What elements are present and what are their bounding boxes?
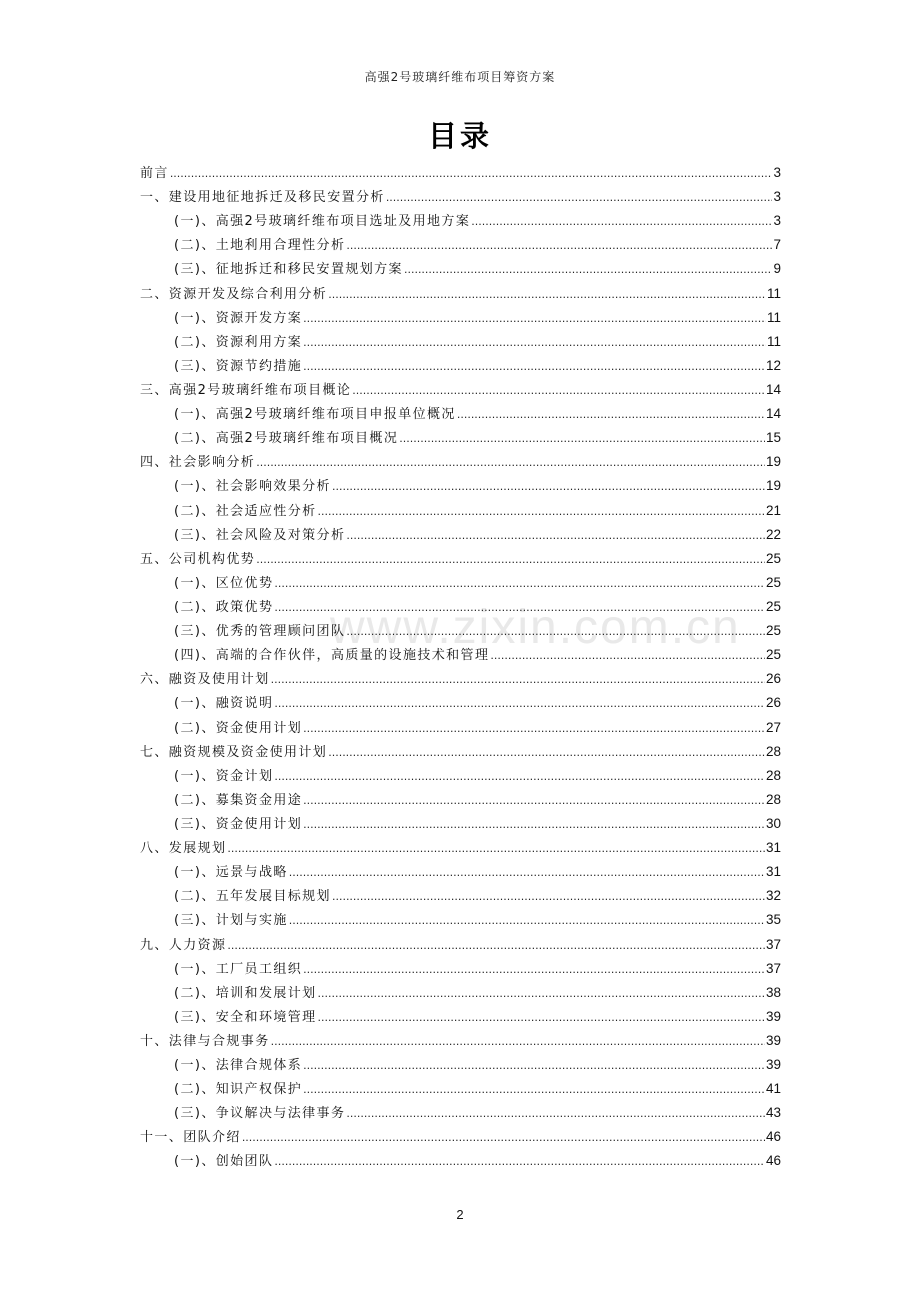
toc-subentry[interactable] — [140, 596, 781, 620]
toc-entry-page: 37 — [765, 960, 781, 976]
dot-leader — [346, 621, 765, 643]
toc-entry-page: 39 — [765, 1008, 781, 1024]
toc-subentry[interactable] — [140, 813, 781, 837]
toc-entry[interactable] — [140, 1126, 781, 1150]
toc-entry-page: 38 — [765, 984, 781, 1000]
toc-entry-page: 27 — [765, 719, 781, 735]
toc-entry-label: 四、社会影响分析 — [140, 455, 256, 471]
toc-entry-page: 25 — [765, 550, 781, 566]
dot-leader — [303, 814, 765, 836]
dot-leader — [274, 597, 765, 619]
toc-entry-page: 11 — [766, 285, 781, 301]
dot-leader — [332, 886, 765, 908]
dot-leader — [457, 404, 765, 426]
dot-leader — [328, 742, 765, 764]
toc-entry-page: 11 — [766, 333, 781, 349]
dot-leader — [346, 525, 765, 547]
dot-leader — [303, 332, 766, 354]
toc-subentry[interactable] — [140, 500, 781, 524]
toc-entry-label: (二)、募集资金用途 — [174, 792, 303, 808]
dot-leader — [386, 187, 773, 209]
dot-leader — [227, 838, 765, 860]
dot-leader — [303, 959, 765, 981]
toc-entry-label: (三)、资源节约措施 — [174, 358, 303, 374]
toc-entry-label: (二)、资源利用方案 — [174, 334, 303, 350]
toc-entry[interactable] — [140, 451, 781, 475]
toc-entry-label: (一)、远景与战略 — [174, 865, 288, 881]
dot-leader — [303, 356, 765, 378]
toc-entry-label: (四)、高端的合作伙伴，高质量的设施技术和管理 — [174, 648, 490, 664]
toc-subentry[interactable] — [140, 620, 781, 644]
toc-subentry[interactable] — [140, 475, 781, 499]
toc-entry-label: 二、资源开发及综合利用分析 — [140, 286, 328, 302]
toc-entry[interactable] — [140, 934, 781, 958]
toc-subentry[interactable] — [140, 861, 781, 885]
toc-subentry[interactable] — [140, 1006, 781, 1030]
dot-leader — [490, 645, 765, 667]
toc-entry-label: 十一、团队介绍 — [140, 1130, 241, 1146]
toc-entry-page: 28 — [765, 791, 781, 807]
toc-entry-label: (一)、创始团队 — [174, 1154, 274, 1170]
toc-subentry[interactable] — [140, 1150, 781, 1174]
toc-entry-page: 7 — [773, 237, 781, 253]
dot-leader — [289, 862, 765, 884]
toc-entry-label: (三)、征地拆迁和移民安置规划方案 — [174, 262, 403, 278]
dot-leader — [303, 790, 765, 812]
toc-subentry[interactable] — [140, 1102, 781, 1126]
dot-leader — [471, 211, 772, 233]
toc-entry[interactable] — [140, 379, 781, 403]
toc-entry-page: 9 — [773, 261, 781, 277]
toc-entry-page: 25 — [765, 598, 781, 614]
toc-entry-page: 14 — [765, 406, 781, 422]
dot-leader — [404, 259, 773, 281]
dot-leader — [271, 669, 765, 691]
dot-leader — [318, 501, 765, 523]
toc-entry[interactable] — [140, 548, 781, 572]
toc-entry-label: (一)、高强2号玻璃纤维布项目选址及用地方案 — [174, 214, 471, 230]
toc-entry-page: 22 — [765, 526, 781, 542]
toc-entry-page: 46 — [765, 1129, 781, 1145]
toc-entry-label: (三)、资金使用计划 — [174, 816, 303, 832]
toc-entry-page: 30 — [765, 815, 781, 831]
toc-entry-page: 25 — [765, 574, 781, 590]
table-of-contents — [140, 162, 781, 1175]
toc-subentry[interactable] — [140, 909, 781, 933]
dot-leader — [303, 308, 766, 330]
toc-entry-page: 46 — [765, 1153, 781, 1169]
toc-entry-page: 26 — [765, 671, 781, 687]
toc-entry-label: (一)、区位优势 — [174, 575, 274, 591]
toc-entry-page: 3 — [773, 189, 781, 205]
toc-entry-page: 25 — [765, 647, 781, 663]
toc-entry-label: (一)、资源开发方案 — [174, 310, 303, 326]
dot-leader — [352, 380, 765, 402]
dot-leader — [303, 1079, 765, 1101]
toc-entry-label: (二)、五年发展目标规划 — [174, 889, 331, 905]
toc-entry-page: 28 — [765, 767, 781, 783]
toc-entry-page: 43 — [765, 1105, 781, 1121]
toc-entry-label: (二)、知识产权保护 — [174, 1082, 303, 1098]
toc-entry-page: 31 — [765, 864, 781, 880]
toc-entry-page: 19 — [765, 478, 781, 494]
toc-subentry[interactable] — [140, 885, 781, 909]
toc-entry-page: 41 — [765, 1081, 781, 1097]
toc-entry[interactable] — [140, 283, 781, 307]
toc-subentry[interactable] — [140, 234, 781, 258]
toc-subentry[interactable] — [140, 692, 781, 716]
toc-subentry[interactable] — [140, 572, 781, 596]
toc-entry-label: (二)、培训和发展计划 — [174, 985, 317, 1001]
toc-entry-page: 37 — [765, 936, 781, 952]
toc-entry-page: 11 — [766, 309, 781, 325]
toc-subentry[interactable] — [140, 789, 781, 813]
toc-entry-label: (三)、社会风险及对策分析 — [174, 527, 346, 543]
toc-entry-page: 39 — [765, 1032, 781, 1048]
watermark: www.zixin.com.cn — [330, 601, 741, 654]
toc-entry-page: 21 — [765, 502, 781, 518]
toc-entry-page: 32 — [765, 888, 781, 904]
toc-entry[interactable] — [140, 837, 781, 861]
toc-entry-page: 28 — [765, 743, 781, 759]
toc-entry-label: (三)、争议解决与法律事务 — [174, 1106, 346, 1122]
toc-entry-page: 35 — [765, 912, 781, 928]
toc-entry-label: (三)、计划与实施 — [174, 913, 288, 929]
toc-entry-page: 14 — [765, 381, 781, 397]
dot-leader — [399, 428, 765, 450]
toc-entry-label: 七、融资规模及资金使用计划 — [140, 744, 328, 760]
dot-leader — [242, 1127, 765, 1149]
dot-leader — [303, 1055, 765, 1077]
toc-entry-page: 25 — [765, 623, 781, 639]
dot-leader — [289, 910, 765, 932]
toc-entry-label: (一)、社会影响效果分析 — [174, 479, 331, 495]
toc-entry-label: (三)、优秀的管理顾问团队 — [174, 624, 346, 640]
dot-leader — [346, 235, 772, 257]
toc-subentry[interactable] — [140, 331, 781, 355]
toc-subentry[interactable] — [140, 258, 781, 282]
toc-entry-label: 八、发展规划 — [140, 841, 227, 857]
toc-entry-page: 3 — [773, 165, 781, 180]
toc-entry-page: 31 — [765, 840, 781, 856]
toc-entry-page: 39 — [765, 1057, 781, 1073]
toc-subentry[interactable] — [140, 958, 781, 982]
toc-entry-label: 十、法律与合规事务 — [140, 1033, 270, 1049]
toc-subentry[interactable] — [140, 1054, 781, 1078]
toc-entry-page: 15 — [765, 430, 781, 446]
toc-entry[interactable] — [140, 741, 781, 765]
toc-entry-page: 12 — [765, 357, 781, 373]
dot-leader — [328, 284, 766, 306]
dot-leader — [274, 573, 765, 595]
toc-entry-label: 前言 — [140, 166, 169, 181]
toc-subentry[interactable] — [140, 355, 781, 379]
toc-entry-page: 3 — [773, 213, 781, 229]
page-number: 2 — [456, 1207, 464, 1222]
toc-entry[interactable] — [140, 162, 781, 186]
toc-entry[interactable] — [140, 1030, 781, 1054]
toc-subentry[interactable] — [140, 717, 781, 741]
dot-leader — [274, 1151, 765, 1173]
toc-entry-label: (一)、融资说明 — [174, 696, 274, 712]
dot-leader — [303, 718, 765, 740]
toc-entry-label: (一)、法律合规体系 — [174, 1058, 303, 1074]
toc-entry-label: 三、高强2号玻璃纤维布项目概论 — [140, 382, 352, 398]
toc-entry-label: (一)、工厂员工组织 — [174, 961, 303, 977]
toc-entry[interactable] — [140, 186, 781, 210]
toc-subentry[interactable] — [140, 982, 781, 1006]
dot-leader — [274, 766, 765, 788]
dot-leader — [318, 1007, 765, 1029]
toc-entry-label: (一)、高强2号玻璃纤维布项目申报单位概况 — [174, 407, 456, 423]
dot-leader — [256, 452, 765, 474]
dot-leader — [346, 1103, 765, 1125]
dot-leader — [318, 983, 765, 1005]
toc-entry[interactable] — [140, 668, 781, 692]
toc-subentry[interactable] — [140, 427, 781, 451]
toc-entry-label: 九、人力资源 — [140, 937, 227, 953]
dot-leader — [256, 549, 765, 571]
toc-entry-label: 一、建设用地征地拆迁及移民安置分析 — [140, 190, 385, 206]
toc-entry-label: (一)、资金计划 — [174, 768, 274, 784]
dot-leader — [271, 1031, 765, 1053]
toc-entry-label: (二)、资金使用计划 — [174, 720, 303, 736]
toc-subentry[interactable] — [140, 307, 781, 331]
toc-title: 目录 — [427, 119, 492, 153]
dot-leader — [227, 935, 765, 957]
toc-entry-label: (二)、社会适应性分析 — [174, 503, 317, 519]
toc-entry-label: (二)、政策优势 — [174, 599, 274, 615]
dot-leader — [170, 163, 773, 185]
toc-entry-label: (三)、安全和环境管理 — [174, 1009, 317, 1025]
running-header: 高强2号玻璃纤维布项目筹资方案 — [364, 70, 556, 84]
toc-entry-page: 19 — [765, 454, 781, 470]
toc-entry-label: (二)、土地利用合理性分析 — [174, 238, 346, 254]
toc-subentry[interactable] — [140, 765, 781, 789]
toc-subentry[interactable] — [140, 524, 781, 548]
dot-leader — [332, 476, 765, 498]
dot-leader — [274, 693, 765, 715]
toc-subentry[interactable] — [140, 210, 781, 234]
toc-entry-page: 26 — [765, 695, 781, 711]
toc-subentry[interactable] — [140, 403, 781, 427]
toc-entry-label: 六、融资及使用计划 — [140, 672, 270, 688]
toc-subentry[interactable] — [140, 644, 781, 668]
toc-entry-label: 五、公司机构优势 — [140, 551, 256, 567]
toc-subentry[interactable] — [140, 1078, 781, 1102]
toc-entry-label: (二)、高强2号玻璃纤维布项目概况 — [174, 431, 399, 447]
